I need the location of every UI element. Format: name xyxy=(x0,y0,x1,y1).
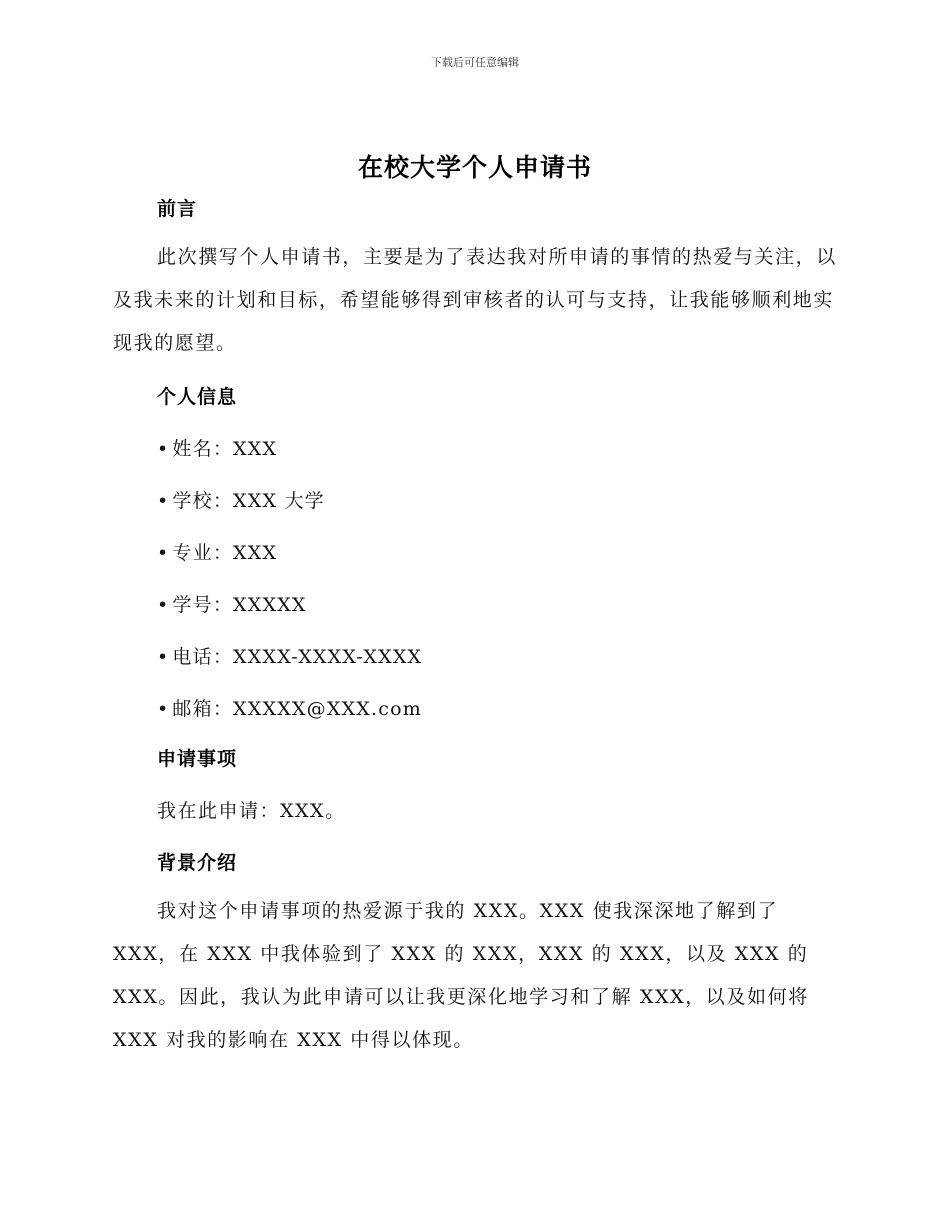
section-heading-preface: 前言 xyxy=(157,198,198,220)
bullet-icon: • xyxy=(157,594,170,616)
preface-paragraph: 此次撰写个人申请书，主要是为了表达我对所申请的事情的热爱与关注，以及我未来的计划和目标，希望能够得到审核者的认可与支持，让我能够顺利地实现我的愿望。 xyxy=(113,246,837,354)
info-item-email xyxy=(157,694,422,721)
background-paragraph: 我对这个申请事项的热爱源于我的 XXX。XXX 使我深深地了解到了 XXX，在 XXX 中我体验到了 XXX 的 XXX，XXX 的 XXX，以及 XXX 的 XXX。因此，我认为此申请可以让我更深化地学习和了解 XXX，以及如何将 XXX 对我的影响在 XXX 中得以体现。 xyxy=(113,900,809,1051)
page-header-note: 下载后可任意编辑 xyxy=(431,56,519,69)
bullet-icon: • xyxy=(157,490,170,512)
info-item-text: 专业：XXX xyxy=(172,542,278,564)
section-heading-background: 背景介绍 xyxy=(157,852,238,874)
info-item-text: 姓名：XXX xyxy=(172,438,278,460)
application-statement: 我在此申请：XXX。 xyxy=(157,800,346,822)
info-item-phone xyxy=(157,642,422,669)
bullet-icon: • xyxy=(157,438,170,460)
info-item-text: 学号：XXXXX xyxy=(172,594,307,616)
bullet-icon: • xyxy=(157,646,170,668)
info-item-school xyxy=(157,486,325,513)
section-heading-application: 申请事项 xyxy=(157,748,238,770)
info-item-major xyxy=(157,538,277,565)
bullet-icon: • xyxy=(157,542,170,564)
info-item-text: 学校：XXX 大学 xyxy=(172,490,325,512)
bullet-icon: • xyxy=(157,698,170,720)
info-item-text: 电话：XXXX-XXXX-XXXX xyxy=(172,646,423,668)
section-heading-personal-info: 个人信息 xyxy=(157,386,238,408)
info-item-name xyxy=(157,434,277,461)
info-item-text: 邮箱：XXXXX@XXX.com xyxy=(172,698,422,720)
info-item-student-id xyxy=(157,590,307,617)
document-title: 在校大学个人申请书 xyxy=(357,153,592,182)
